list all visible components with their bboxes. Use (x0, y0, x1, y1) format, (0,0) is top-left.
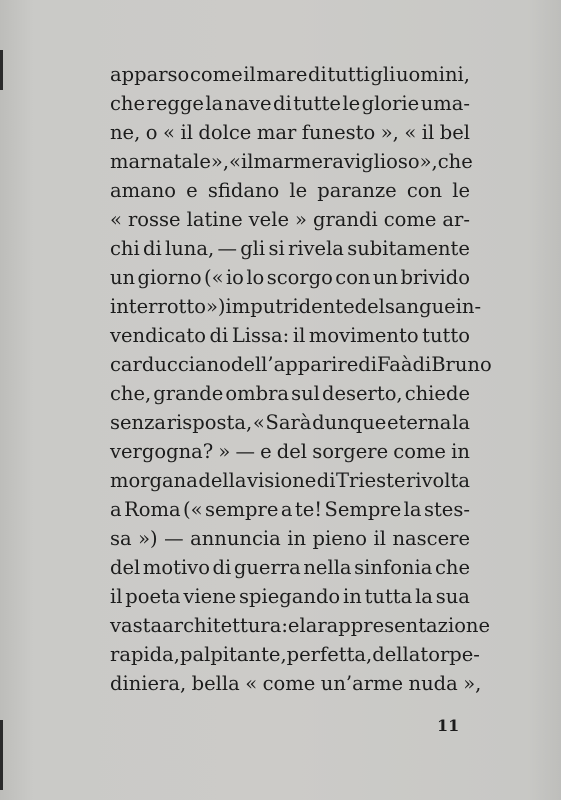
text-line: rapida, palpitante, perfetta, della torpe- (110, 643, 480, 666)
body-text (110, 60, 492, 698)
text-line: un giorno (« io lo scorgo con un brivido (110, 266, 470, 289)
text-line: sa ») — annuncia in pieno il nascere (110, 527, 470, 550)
text-line: mar natale », « il mar meraviglioso », che (110, 150, 473, 173)
scan-edge-mark (0, 720, 3, 790)
text-line: vasta architettura: e la rappresentazione (110, 614, 491, 637)
text-line: il poeta viene spiegando in tutta la sua (110, 585, 470, 608)
text-line: ne, o « il dolce mar funesto », « il bel (110, 121, 470, 144)
text-line: vergogna? » — e del sorgere come in (110, 440, 470, 463)
text-line: interrotto ») imputridente del sangue in- (110, 295, 482, 318)
text-line: che regge la nave di tutte le glorie uma- (110, 92, 470, 115)
page-number: 11 (437, 716, 460, 735)
text-line: carducciano dell’apparire di Faà di Bruno (110, 353, 492, 376)
text-line: a Roma (« sempre a te! Sempre la stes- (110, 498, 470, 521)
text-line: diniera, bella « come un’arme nuda », (110, 672, 482, 695)
text-line: del motivo di guerra nella sinfonia che (110, 556, 470, 579)
text-line: apparso come il mare di tutti gli uomini, (110, 63, 470, 86)
scan-edge-mark (0, 50, 3, 90)
text-line: che, grande ombra sul deserto, chiede (110, 382, 470, 405)
text-line: chi di luna, — gli si rivela subitamente (110, 237, 470, 260)
text-line: morgana della visione di Trieste rivolta (110, 469, 470, 492)
text-line: « rosse latine vele » grandi come ar- (110, 208, 470, 231)
text-line: senza risposta, « Sarà dunque eterna la (110, 411, 470, 434)
text-line: amano e sfidano le paranze con le (110, 179, 470, 202)
text-line: vendicato di Lissa: il movimento tutto (110, 324, 470, 347)
